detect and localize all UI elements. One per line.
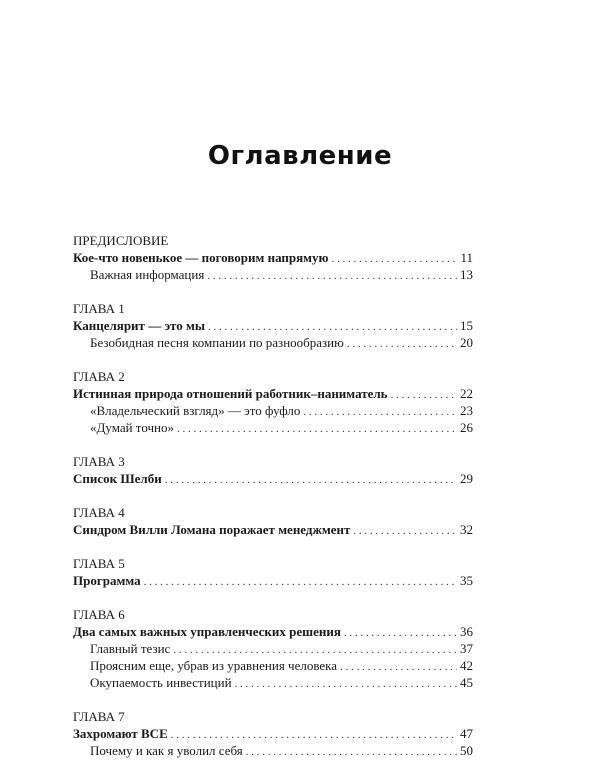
toc-entry-main[interactable] xyxy=(73,249,473,266)
entry-title: Важная информация xyxy=(90,267,205,282)
page-number: 23 xyxy=(460,403,473,418)
dot-leader xyxy=(144,572,457,591)
page-number: 29 xyxy=(460,471,473,486)
page-number: 32 xyxy=(460,522,473,537)
toc-entry-sub[interactable] xyxy=(73,334,473,351)
page-number: 13 xyxy=(460,267,473,282)
dot-leader xyxy=(177,419,457,438)
entry-title: Безобидная песня компании по разнообразию xyxy=(90,335,344,350)
entry-title: Список Шелби xyxy=(73,471,162,486)
toc-entry-main[interactable] xyxy=(73,521,473,538)
chapter-heading: ГЛАВА 2 xyxy=(73,369,125,384)
chapter-heading: ГЛАВА 4 xyxy=(73,505,125,520)
entry-title: Главный тезис xyxy=(90,641,171,656)
dot-leader xyxy=(347,334,457,353)
dot-leader xyxy=(246,742,457,761)
page-number: 37 xyxy=(460,641,473,656)
entry-title: Программа xyxy=(73,573,141,588)
page-number: 11 xyxy=(460,250,473,265)
toc-section xyxy=(73,606,473,691)
table-of-contents xyxy=(73,232,473,776)
page-number: 36 xyxy=(460,624,473,639)
toc-entry-sub[interactable] xyxy=(73,657,473,674)
toc-entry-sub[interactable] xyxy=(73,640,473,657)
toc-entry-sub[interactable] xyxy=(73,419,473,436)
entry-title: Проясним еще, убрав из уравнения человека xyxy=(90,658,338,673)
dot-leader xyxy=(353,521,457,540)
page-number: 47 xyxy=(460,726,473,741)
chapter-heading: ГЛАВА 7 xyxy=(73,709,125,724)
page-number: 45 xyxy=(460,675,473,690)
entry-title: Захромают ВСЕ xyxy=(73,726,168,741)
entry-title: Кое-что новенькое — поговорим напрямую xyxy=(73,250,329,265)
toc-entry-main[interactable] xyxy=(73,572,473,589)
toc-entry-main[interactable] xyxy=(73,725,473,742)
toc-section xyxy=(73,453,473,487)
toc-entry-sub[interactable] xyxy=(73,674,473,691)
page-number: 26 xyxy=(460,420,473,435)
toc-section xyxy=(73,300,473,351)
chapter-heading: ГЛАВА 5 xyxy=(73,556,125,571)
entry-title: Синдром Вилли Ломана поражает менеджмент xyxy=(73,522,351,537)
page-number: 22 xyxy=(460,386,473,401)
toc-section xyxy=(73,368,473,436)
chapter-heading: ГЛАВА 1 xyxy=(73,301,125,316)
page-number: 42 xyxy=(460,658,473,673)
toc-entry-sub[interactable] xyxy=(73,266,473,283)
dot-leader xyxy=(235,674,457,693)
page-number: 20 xyxy=(460,335,473,350)
toc-entry-sub[interactable] xyxy=(73,742,473,759)
toc-section xyxy=(73,555,473,589)
dot-leader xyxy=(207,266,457,285)
chapter-heading: ПРЕДИСЛОВИЕ xyxy=(73,233,169,248)
toc-section xyxy=(73,708,473,759)
page-title: Оглавление xyxy=(207,141,393,171)
toc-entry-main[interactable] xyxy=(73,385,473,402)
toc-section xyxy=(73,232,473,283)
page-number: 35 xyxy=(460,573,473,588)
toc-section xyxy=(73,504,473,538)
chapter-heading: ГЛАВА 6 xyxy=(73,607,125,622)
entry-title: Канцелярит — это мы xyxy=(73,318,206,333)
entry-title: Почему и как я уволил себя xyxy=(90,743,243,758)
toc-entry-sub[interactable] xyxy=(73,402,473,419)
chapter-heading: ГЛАВА 3 xyxy=(73,454,125,469)
page-number: 50 xyxy=(460,743,473,758)
entry-title: Два самых важных управленческих решения xyxy=(73,624,341,639)
entry-title: «Думай точно» xyxy=(90,420,174,435)
entry-title: «Владельческий взгляд» — это фуфло xyxy=(90,403,301,418)
toc-entry-main[interactable] xyxy=(73,623,473,640)
entry-title: Истинная природа отношений работник–наниматель xyxy=(73,386,388,401)
page-number: 15 xyxy=(460,318,473,333)
toc-entry-main[interactable] xyxy=(73,470,473,487)
dot-leader xyxy=(165,470,457,489)
entry-title: Окупаемость инвестиций xyxy=(90,675,232,690)
toc-entry-main[interactable] xyxy=(73,317,473,334)
